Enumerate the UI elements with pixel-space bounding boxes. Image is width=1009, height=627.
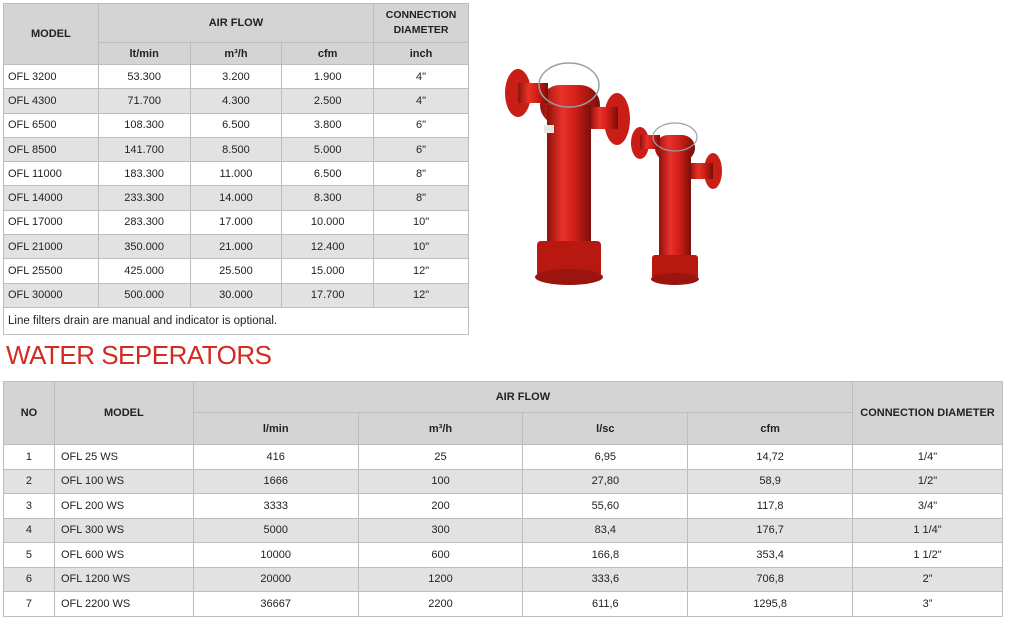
cell-diameter: 3/4" — [853, 494, 1003, 519]
cell-model: OFL 600 WS — [54, 543, 193, 568]
cell-cfm: 14,72 — [688, 445, 853, 470]
table-row — [4, 113, 469, 137]
cell-m3h: 11.000 — [190, 162, 282, 186]
cell-l-min: 1666 — [193, 469, 358, 494]
cell-m3h: 600 — [358, 543, 523, 568]
no-header: NO — [4, 382, 55, 445]
cell-cfm: 117,8 — [688, 494, 853, 519]
cell-lt-min: 500.000 — [98, 283, 190, 307]
unit-m3h: m³/h — [358, 413, 523, 445]
table-row — [4, 469, 1003, 494]
water-separators-table — [3, 381, 1003, 617]
connection-diameter-header: CONNECTION DIAMETER — [853, 382, 1003, 445]
cell-l-min: 36667 — [193, 592, 358, 617]
cell-m3h: 8.500 — [190, 137, 282, 161]
cell-no: 3 — [4, 494, 55, 519]
unit-inch: inch — [374, 43, 469, 65]
cell-m3h: 21.000 — [190, 235, 282, 259]
table-row — [4, 283, 469, 307]
cell-cfm: 1.900 — [282, 65, 374, 89]
cell-cfm: 353,4 — [688, 543, 853, 568]
table-row — [4, 186, 469, 210]
unit-cfm: cfm — [688, 413, 853, 445]
cell-diameter: 1 1/4" — [853, 518, 1003, 543]
cell-cfm: 6.500 — [282, 162, 374, 186]
cell-l-sc: 333,6 — [523, 567, 688, 592]
cell-m3h: 30.000 — [190, 283, 282, 307]
cell-m3h: 14.000 — [190, 186, 282, 210]
cell-l-sc: 166,8 — [523, 543, 688, 568]
table-row — [4, 137, 469, 161]
table-row — [4, 235, 469, 259]
cell-cfm: 5.000 — [282, 137, 374, 161]
cell-inch: 6" — [374, 113, 469, 137]
cell-cfm: 58,9 — [688, 469, 853, 494]
cell-m3h: 25 — [358, 445, 523, 470]
filters-note: Line filters drain are manual and indicator is optional. — [4, 307, 469, 334]
cell-m3h: 2200 — [358, 592, 523, 617]
cell-cfm: 17.700 — [282, 283, 374, 307]
table-row — [4, 65, 469, 89]
cell-model: OFL 25500 — [4, 259, 99, 283]
unit-l-min: l/min — [193, 413, 358, 445]
cell-lt-min: 108.300 — [98, 113, 190, 137]
cell-cfm: 706,8 — [688, 567, 853, 592]
cell-m3h: 3.200 — [190, 65, 282, 89]
cell-diameter: 1 1/2" — [853, 543, 1003, 568]
cell-m3h: 1200 — [358, 567, 523, 592]
air-flow-header: AIR FLOW — [193, 382, 852, 413]
cell-model: OFL 8500 — [4, 137, 99, 161]
section-title: WATER SEPERATORS — [6, 340, 272, 370]
unit-l-sc: l/sc — [523, 413, 688, 445]
cell-diameter: 1/2" — [853, 469, 1003, 494]
cell-diameter: 2” — [853, 567, 1003, 592]
table-row — [4, 445, 1003, 470]
cell-cfm: 2.500 — [282, 89, 374, 113]
small-filter-housing — [631, 123, 722, 285]
unit-m3h: m³/h — [190, 43, 282, 65]
cell-l-min: 3333 — [193, 494, 358, 519]
cell-model: OFL 2200 WS — [54, 592, 193, 617]
cell-model: OFL 200 WS — [54, 494, 193, 519]
cell-no: 7 — [4, 592, 55, 617]
cell-m3h: 17.000 — [190, 210, 282, 234]
cell-lt-min: 141.700 — [98, 137, 190, 161]
cell-cfm: 1295,8 — [688, 592, 853, 617]
cell-no: 6 — [4, 567, 55, 592]
table-row — [4, 89, 469, 113]
cell-m3h: 100 — [358, 469, 523, 494]
cell-l-sc: 55,60 — [523, 494, 688, 519]
cell-inch: 12" — [374, 259, 469, 283]
cell-inch: 6" — [374, 137, 469, 161]
cell-model: OFL 11000 — [4, 162, 99, 186]
cell-model: OFL 3200 — [4, 65, 99, 89]
cell-l-sc: 6,95 — [523, 445, 688, 470]
cell-m3h: 200 — [358, 494, 523, 519]
cell-cfm: 10.000 — [282, 210, 374, 234]
model-header: MODEL — [4, 4, 99, 65]
cell-lt-min: 183.300 — [98, 162, 190, 186]
table-row — [4, 494, 1003, 519]
cell-cfm: 15.000 — [282, 259, 374, 283]
cell-l-sc: 27,80 — [523, 469, 688, 494]
cell-cfm: 176,7 — [688, 518, 853, 543]
unit-lt-min: lt/min — [98, 43, 190, 65]
cell-model: OFL 17000 — [4, 210, 99, 234]
cell-model: OFL 300 WS — [54, 518, 193, 543]
cell-model: OFL 6500 — [4, 113, 99, 137]
cell-l-min: 20000 — [193, 567, 358, 592]
filter-housings-image — [500, 55, 740, 295]
cell-l-sc: 83,4 — [523, 518, 688, 543]
cell-l-min: 5000 — [193, 518, 358, 543]
cell-l-min: 416 — [193, 445, 358, 470]
table-row — [4, 543, 1003, 568]
table-row — [4, 518, 1003, 543]
cell-m3h: 25.500 — [190, 259, 282, 283]
cell-l-sc: 611,6 — [523, 592, 688, 617]
cell-inch: 4" — [374, 65, 469, 89]
cell-lt-min: 350.000 — [98, 235, 190, 259]
table-row — [4, 210, 469, 234]
cell-lt-min: 233.300 — [98, 186, 190, 210]
cell-m3h: 300 — [358, 518, 523, 543]
cell-cfm: 12.400 — [282, 235, 374, 259]
cell-model: OFL 25 WS — [54, 445, 193, 470]
cell-model: OFL 30000 — [4, 283, 99, 307]
table-row — [4, 259, 469, 283]
table-row — [4, 592, 1003, 617]
cell-diameter: 3” — [853, 592, 1003, 617]
cell-inch: 8" — [374, 186, 469, 210]
cell-inch: 10" — [374, 210, 469, 234]
large-filter-housing — [505, 63, 630, 285]
cell-m3h: 4.300 — [190, 89, 282, 113]
cell-inch: 4" — [374, 89, 469, 113]
cell-lt-min: 71.700 — [98, 89, 190, 113]
cell-diameter: 1/4" — [853, 445, 1003, 470]
unit-cfm: cfm — [282, 43, 374, 65]
cell-cfm: 8.300 — [282, 186, 374, 210]
table-row — [4, 567, 1003, 592]
cell-model: OFL 21000 — [4, 235, 99, 259]
cell-inch: 10" — [374, 235, 469, 259]
cell-model: OFL 4300 — [4, 89, 99, 113]
cell-cfm: 3.800 — [282, 113, 374, 137]
cell-model: OFL 100 WS — [54, 469, 193, 494]
cell-no: 2 — [4, 469, 55, 494]
air-flow-header: AIR FLOW — [98, 4, 373, 43]
cell-lt-min: 283.300 — [98, 210, 190, 234]
filters-table — [3, 3, 469, 335]
cell-m3h: 6.500 — [190, 113, 282, 137]
table-row — [4, 162, 469, 186]
cell-inch: 8" — [374, 162, 469, 186]
cell-no: 4 — [4, 518, 55, 543]
cell-inch: 12" — [374, 283, 469, 307]
cell-l-min: 10000 — [193, 543, 358, 568]
connection-diameter-header: CONNECTION DIAMETER — [374, 4, 469, 43]
cell-no: 1 — [4, 445, 55, 470]
cell-model: OFL 14000 — [4, 186, 99, 210]
model-header: MODEL — [54, 382, 193, 445]
cell-no: 5 — [4, 543, 55, 568]
cell-lt-min: 53.300 — [98, 65, 190, 89]
cell-lt-min: 425.000 — [98, 259, 190, 283]
cell-model: OFL 1200 WS — [54, 567, 193, 592]
